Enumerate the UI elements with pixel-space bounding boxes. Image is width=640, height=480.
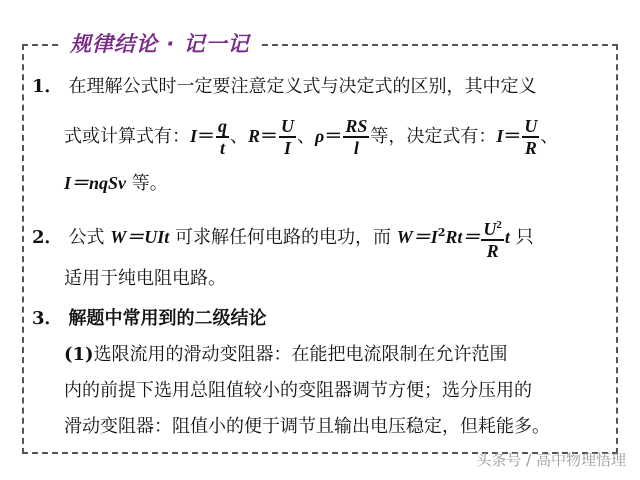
item1-line3: I＝nqSv 等。 <box>64 173 168 194</box>
item1-line1 <box>32 74 537 100</box>
item2-line2: 适用于纯电阻电路。 <box>64 268 226 289</box>
item3-title-line: 3． 解题中常用到的二级结论 <box>32 308 267 329</box>
item3-number: 3． <box>32 308 63 329</box>
fraction-u-over-r: $\frac{U}{R}$ <box>524 116 538 158</box>
item3-line2: 内的前提下选用总阻值较小的变阻器调节方便；选分压用的 <box>64 380 532 401</box>
item2-number: 2． <box>32 227 63 248</box>
item2-line1: 2． 公式 W＝UIt 可求解任何电路的电功，而 $W=I^2Rt=$ $\frac{U^2}{R}$ t 只 <box>32 208 534 258</box>
fraction-q-over-t: $\frac{q}{t}$ <box>218 116 228 158</box>
fraction-rs-over-l: $\frac{RS}{l}$ <box>345 116 368 158</box>
item1-number: 1． <box>32 76 63 97</box>
item1-text: 在理解公式时一定要注意定义式与决定式的区别，其中定义 <box>68 76 537 97</box>
section-banner: 规律结论 · 记一记 <box>62 30 258 58</box>
item3-line3: 滑动变阻器：阻值小的便于调节且输出电压稳定，但耗能多。 <box>64 416 550 437</box>
item3-line1: (1)选限流用的滑动变阻器：在能把电流限制在允许范围 <box>64 344 508 365</box>
watermark: 头条号 / 高中物理悟理 <box>476 451 626 469</box>
item1-line2: 式或计算式有：I＝ $\frac{q}{t}$ 、R＝ $\frac{U}{I}$ 、ρ＝ $\frac{RS}{l}$ 等，决定式有：I＝ $\frac{U}{R}$ 、 <box>64 116 559 158</box>
fraction-u2-over-r: $\frac{U^2}{R}$ <box>481 215 504 261</box>
fraction-u-over-i: $\frac{U}{I}$ <box>281 116 295 158</box>
